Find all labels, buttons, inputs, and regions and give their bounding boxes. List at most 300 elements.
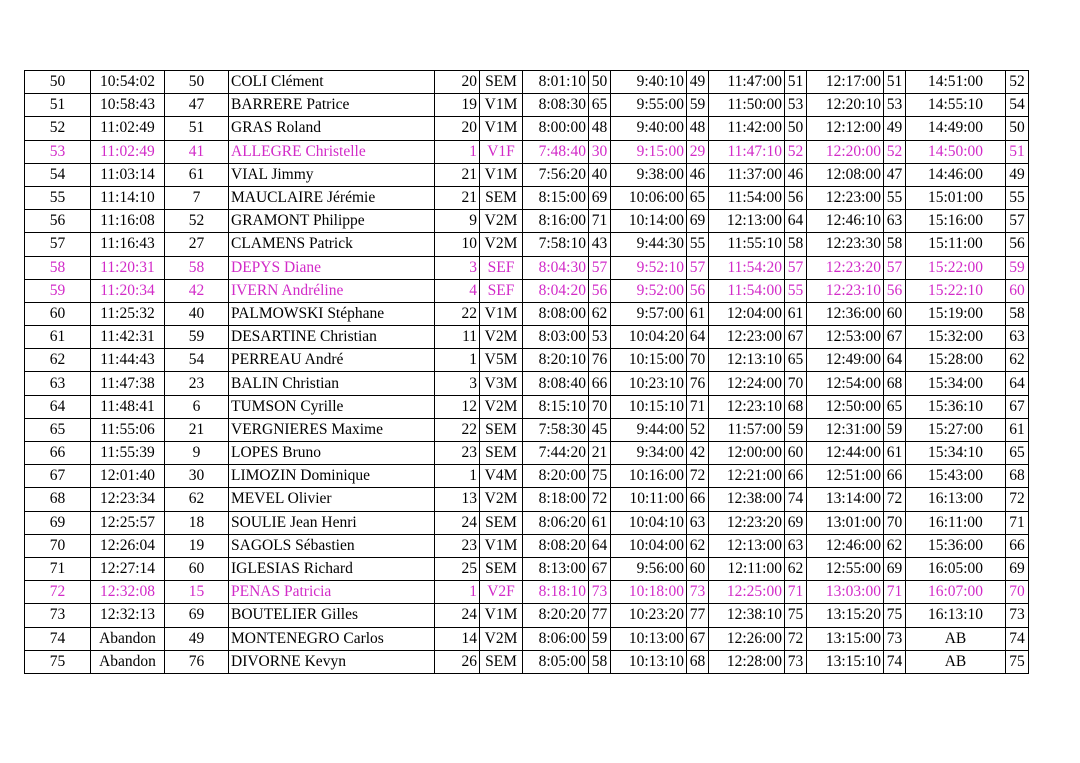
rank-cell: 63	[25, 372, 91, 395]
split5-position-cell: 59	[1006, 256, 1029, 279]
split2-time-cell: 9:44:00	[611, 418, 687, 441]
finish-time-cell: 12:26:04	[91, 534, 165, 557]
split3-position-cell: 72	[785, 627, 807, 650]
category-cell: SEM	[480, 186, 523, 209]
split4-time-cell: 12:08:00	[807, 163, 884, 186]
category-rank-cell: 19	[435, 94, 480, 117]
split5-time-cell: AB	[906, 650, 1006, 673]
split4-position-cell: 63	[884, 210, 906, 233]
split5-position-cell: 55	[1006, 186, 1029, 209]
category-cell: V3M	[480, 372, 523, 395]
split5-position-cell: 66	[1006, 534, 1029, 557]
split4-time-cell: 12:54:00	[807, 372, 884, 395]
split1-position-cell: 71	[589, 210, 611, 233]
split3-time-cell: 12:24:00	[709, 372, 785, 395]
split4-position-cell: 64	[884, 349, 906, 372]
category-rank-cell: 21	[435, 163, 480, 186]
bib-cell: 76	[165, 650, 229, 673]
split3-position-cell: 69	[785, 511, 807, 534]
category-cell: V2M	[480, 233, 523, 256]
split5-position-cell: 49	[1006, 163, 1029, 186]
category-rank-cell: 26	[435, 650, 480, 673]
category-rank-cell: 13	[435, 488, 480, 511]
split2-time-cell: 9:40:10	[611, 71, 687, 94]
split3-time-cell: 12:38:00	[709, 488, 785, 511]
split2-time-cell: 9:55:00	[611, 94, 687, 117]
runner-name-cell: MONTENEGRO Carlos	[229, 627, 435, 650]
finish-time-cell: 11:48:41	[91, 395, 165, 418]
category-cell: V1F	[480, 140, 523, 163]
split4-position-cell: 51	[884, 71, 906, 94]
split4-position-cell: 59	[884, 418, 906, 441]
rank-cell: 52	[25, 117, 91, 140]
split4-position-cell: 62	[884, 534, 906, 557]
split5-time-cell: 14:51:00	[906, 71, 1006, 94]
split5-position-cell: 61	[1006, 418, 1029, 441]
bib-cell: 6	[165, 395, 229, 418]
split5-time-cell: 15:27:00	[906, 418, 1006, 441]
split1-time-cell: 8:20:00	[523, 465, 589, 488]
split4-position-cell: 58	[884, 233, 906, 256]
results-body	[25, 71, 1029, 674]
category-cell: V2M	[480, 210, 523, 233]
split4-time-cell: 12:55:00	[807, 557, 884, 580]
split4-time-cell: 12:36:00	[807, 302, 884, 325]
rank-cell: 55	[25, 186, 91, 209]
split3-position-cell: 58	[785, 233, 807, 256]
split3-time-cell: 12:04:00	[709, 302, 785, 325]
split3-position-cell: 62	[785, 557, 807, 580]
finish-time-cell: 12:25:57	[91, 511, 165, 534]
split2-position-cell: 68	[687, 650, 709, 673]
split2-position-cell: 65	[687, 186, 709, 209]
split5-position-cell: 58	[1006, 302, 1029, 325]
bib-cell: 58	[165, 256, 229, 279]
category-rank-cell: 1	[435, 349, 480, 372]
category-rank-cell: 22	[435, 302, 480, 325]
bib-cell: 59	[165, 326, 229, 349]
split1-time-cell: 8:20:10	[523, 349, 589, 372]
split2-time-cell: 10:13:00	[611, 627, 687, 650]
split1-position-cell: 43	[589, 233, 611, 256]
split2-time-cell: 9:52:10	[611, 256, 687, 279]
table-row	[25, 186, 1029, 209]
split1-position-cell: 56	[589, 279, 611, 302]
bib-cell: 52	[165, 210, 229, 233]
bib-cell: 50	[165, 71, 229, 94]
rank-cell: 54	[25, 163, 91, 186]
finish-time-cell: 11:55:06	[91, 418, 165, 441]
split3-time-cell: 11:54:00	[709, 186, 785, 209]
split3-position-cell: 61	[785, 302, 807, 325]
category-rank-cell: 10	[435, 233, 480, 256]
split3-time-cell: 12:23:20	[709, 511, 785, 534]
split2-position-cell: 77	[687, 604, 709, 627]
split5-time-cell: AB	[906, 627, 1006, 650]
split1-position-cell: 66	[589, 372, 611, 395]
category-cell: SEM	[480, 418, 523, 441]
split1-time-cell: 8:06:00	[523, 627, 589, 650]
split5-time-cell: 15:22:00	[906, 256, 1006, 279]
runner-name-cell: MAUCLAIRE Jérémie	[229, 186, 435, 209]
split5-time-cell: 16:07:00	[906, 581, 1006, 604]
split3-time-cell: 12:25:00	[709, 581, 785, 604]
split3-time-cell: 12:23:00	[709, 326, 785, 349]
category-rank-cell: 22	[435, 418, 480, 441]
split5-time-cell: 15:36:00	[906, 534, 1006, 557]
category-rank-cell: 1	[435, 465, 480, 488]
split2-position-cell: 73	[687, 581, 709, 604]
split3-time-cell: 12:21:00	[709, 465, 785, 488]
table-row	[25, 233, 1029, 256]
split1-time-cell: 8:08:00	[523, 302, 589, 325]
split5-time-cell: 15:11:00	[906, 233, 1006, 256]
split3-position-cell: 53	[785, 94, 807, 117]
split3-time-cell: 11:54:00	[709, 279, 785, 302]
split3-time-cell: 12:38:10	[709, 604, 785, 627]
split5-position-cell: 68	[1006, 465, 1029, 488]
split2-time-cell: 9:38:00	[611, 163, 687, 186]
category-rank-cell: 23	[435, 534, 480, 557]
runner-name-cell: VIAL Jimmy	[229, 163, 435, 186]
split5-time-cell: 15:16:00	[906, 210, 1006, 233]
runner-name-cell: VERGNIERES Maxime	[229, 418, 435, 441]
split3-position-cell: 60	[785, 442, 807, 465]
split4-time-cell: 12:23:20	[807, 256, 884, 279]
finish-time-cell: 11:16:43	[91, 233, 165, 256]
split5-time-cell: 16:13:00	[906, 488, 1006, 511]
split4-position-cell: 49	[884, 117, 906, 140]
split2-position-cell: 49	[687, 71, 709, 94]
split4-position-cell: 74	[884, 650, 906, 673]
runner-name-cell: SOULIE Jean Henri	[229, 511, 435, 534]
split3-position-cell: 59	[785, 418, 807, 441]
category-cell: V1M	[480, 534, 523, 557]
split1-position-cell: 64	[589, 534, 611, 557]
split2-time-cell: 10:04:20	[611, 326, 687, 349]
table-row	[25, 442, 1029, 465]
finish-time-cell: 12:32:08	[91, 581, 165, 604]
split2-position-cell: 70	[687, 349, 709, 372]
finish-time-cell: Abandon	[91, 650, 165, 673]
split4-time-cell: 12:31:00	[807, 418, 884, 441]
split1-position-cell: 72	[589, 488, 611, 511]
runner-name-cell: PERREAU André	[229, 349, 435, 372]
split5-time-cell: 15:34:00	[906, 372, 1006, 395]
split5-position-cell: 63	[1006, 326, 1029, 349]
finish-time-cell: 11:03:14	[91, 163, 165, 186]
split5-time-cell: 16:11:00	[906, 511, 1006, 534]
finish-time-cell: 11:02:49	[91, 117, 165, 140]
split1-time-cell: 8:20:20	[523, 604, 589, 627]
split5-time-cell: 14:55:10	[906, 94, 1006, 117]
rank-cell: 72	[25, 581, 91, 604]
split3-time-cell: 11:50:00	[709, 94, 785, 117]
split3-position-cell: 51	[785, 71, 807, 94]
table-row	[25, 604, 1029, 627]
split2-position-cell: 72	[687, 465, 709, 488]
split2-time-cell: 10:14:00	[611, 210, 687, 233]
split1-time-cell: 8:08:30	[523, 94, 589, 117]
finish-time-cell: 12:27:14	[91, 557, 165, 580]
split3-time-cell: 11:47:10	[709, 140, 785, 163]
split5-position-cell: 71	[1006, 511, 1029, 534]
split3-position-cell: 65	[785, 349, 807, 372]
split3-position-cell: 63	[785, 534, 807, 557]
split4-time-cell: 13:15:10	[807, 650, 884, 673]
rank-cell: 50	[25, 71, 91, 94]
split5-position-cell: 69	[1006, 557, 1029, 580]
category-rank-cell: 4	[435, 279, 480, 302]
split5-position-cell: 75	[1006, 650, 1029, 673]
split3-time-cell: 12:23:10	[709, 395, 785, 418]
table-row	[25, 511, 1029, 534]
runner-name-cell: DEPYS Diane	[229, 256, 435, 279]
split1-time-cell: 8:00:00	[523, 117, 589, 140]
split5-time-cell: 15:34:10	[906, 442, 1006, 465]
split4-time-cell: 12:20:10	[807, 94, 884, 117]
category-cell: V1M	[480, 94, 523, 117]
split1-position-cell: 69	[589, 186, 611, 209]
category-rank-cell: 20	[435, 71, 480, 94]
split1-position-cell: 59	[589, 627, 611, 650]
table-row	[25, 418, 1029, 441]
rank-cell: 62	[25, 349, 91, 372]
category-cell: SEF	[480, 279, 523, 302]
split2-time-cell: 9:56:00	[611, 557, 687, 580]
finish-time-cell: 11:02:49	[91, 140, 165, 163]
finish-time-cell: 11:55:39	[91, 442, 165, 465]
category-cell: V2M	[480, 326, 523, 349]
bib-cell: 18	[165, 511, 229, 534]
split2-position-cell: 48	[687, 117, 709, 140]
rank-cell: 59	[25, 279, 91, 302]
split5-position-cell: 74	[1006, 627, 1029, 650]
bib-cell: 21	[165, 418, 229, 441]
split4-time-cell: 12:20:00	[807, 140, 884, 163]
bib-cell: 30	[165, 465, 229, 488]
split2-time-cell: 10:23:10	[611, 372, 687, 395]
table-row	[25, 627, 1029, 650]
split2-position-cell: 56	[687, 279, 709, 302]
split3-position-cell: 50	[785, 117, 807, 140]
split2-position-cell: 62	[687, 534, 709, 557]
split2-position-cell: 52	[687, 418, 709, 441]
table-row	[25, 117, 1029, 140]
split1-position-cell: 67	[589, 557, 611, 580]
category-rank-cell: 20	[435, 117, 480, 140]
split3-time-cell: 12:13:00	[709, 534, 785, 557]
table-row	[25, 372, 1029, 395]
split1-position-cell: 53	[589, 326, 611, 349]
category-cell: V2F	[480, 581, 523, 604]
split1-position-cell: 76	[589, 349, 611, 372]
split2-position-cell: 64	[687, 326, 709, 349]
split4-position-cell: 69	[884, 557, 906, 580]
split3-time-cell: 12:11:00	[709, 557, 785, 580]
category-rank-cell: 9	[435, 210, 480, 233]
split3-position-cell: 71	[785, 581, 807, 604]
split5-position-cell: 60	[1006, 279, 1029, 302]
split1-position-cell: 45	[589, 418, 611, 441]
split1-time-cell: 8:06:20	[523, 511, 589, 534]
split3-time-cell: 12:28:00	[709, 650, 785, 673]
split1-time-cell: 8:03:00	[523, 326, 589, 349]
split3-time-cell: 11:57:00	[709, 418, 785, 441]
table-row	[25, 302, 1029, 325]
table-row	[25, 488, 1029, 511]
bib-cell: 61	[165, 163, 229, 186]
table-row	[25, 395, 1029, 418]
split3-position-cell: 73	[785, 650, 807, 673]
split1-position-cell: 62	[589, 302, 611, 325]
split1-position-cell: 77	[589, 604, 611, 627]
split1-time-cell: 7:44:20	[523, 442, 589, 465]
runner-name-cell: LIMOZIN Dominique	[229, 465, 435, 488]
finish-time-cell: 12:01:40	[91, 465, 165, 488]
split4-position-cell: 61	[884, 442, 906, 465]
split4-position-cell: 73	[884, 627, 906, 650]
split3-position-cell: 66	[785, 465, 807, 488]
split2-time-cell: 10:06:00	[611, 186, 687, 209]
bib-cell: 23	[165, 372, 229, 395]
split1-position-cell: 40	[589, 163, 611, 186]
split4-time-cell: 12:46:00	[807, 534, 884, 557]
bib-cell: 51	[165, 117, 229, 140]
split5-time-cell: 15:28:00	[906, 349, 1006, 372]
split5-time-cell: 14:50:00	[906, 140, 1006, 163]
split5-time-cell: 16:05:00	[906, 557, 1006, 580]
rank-cell: 56	[25, 210, 91, 233]
bib-cell: 19	[165, 534, 229, 557]
table-row	[25, 256, 1029, 279]
bib-cell: 27	[165, 233, 229, 256]
split2-position-cell: 57	[687, 256, 709, 279]
table-row	[25, 94, 1029, 117]
split2-time-cell: 10:15:10	[611, 395, 687, 418]
finish-time-cell: 11:25:32	[91, 302, 165, 325]
split5-position-cell: 64	[1006, 372, 1029, 395]
split1-time-cell: 8:05:00	[523, 650, 589, 673]
split3-position-cell: 75	[785, 604, 807, 627]
split2-position-cell: 46	[687, 163, 709, 186]
split5-position-cell: 54	[1006, 94, 1029, 117]
category-cell: V1M	[480, 163, 523, 186]
split1-position-cell: 48	[589, 117, 611, 140]
bib-cell: 62	[165, 488, 229, 511]
split2-time-cell: 10:04:00	[611, 534, 687, 557]
split3-time-cell: 11:54:20	[709, 256, 785, 279]
split2-time-cell: 9:15:00	[611, 140, 687, 163]
split1-position-cell: 61	[589, 511, 611, 534]
split2-position-cell: 29	[687, 140, 709, 163]
table-row	[25, 557, 1029, 580]
runner-name-cell: BARRERE Patrice	[229, 94, 435, 117]
split4-time-cell: 12:49:00	[807, 349, 884, 372]
runner-name-cell: GRAMONT Philippe	[229, 210, 435, 233]
table-row	[25, 210, 1029, 233]
split1-time-cell: 8:08:40	[523, 372, 589, 395]
split2-time-cell: 10:15:00	[611, 349, 687, 372]
finish-time-cell: 11:20:34	[91, 279, 165, 302]
split1-position-cell: 57	[589, 256, 611, 279]
runner-name-cell: GRAS Roland	[229, 117, 435, 140]
split5-position-cell: 67	[1006, 395, 1029, 418]
bib-cell: 49	[165, 627, 229, 650]
runner-name-cell: BALIN Christian	[229, 372, 435, 395]
split1-time-cell: 7:58:30	[523, 418, 589, 441]
table-row	[25, 465, 1029, 488]
split2-time-cell: 9:40:00	[611, 117, 687, 140]
table-row	[25, 140, 1029, 163]
category-cell: V2M	[480, 627, 523, 650]
category-rank-cell: 12	[435, 395, 480, 418]
runner-name-cell: IVERN Andréline	[229, 279, 435, 302]
rank-cell: 60	[25, 302, 91, 325]
bib-cell: 7	[165, 186, 229, 209]
finish-time-cell: 10:58:43	[91, 94, 165, 117]
split1-position-cell: 65	[589, 94, 611, 117]
split4-time-cell: 12:23:30	[807, 233, 884, 256]
finish-time-cell: 11:47:38	[91, 372, 165, 395]
bib-cell: 69	[165, 604, 229, 627]
split4-time-cell: 12:12:00	[807, 117, 884, 140]
runner-name-cell: PALMOWSKI Stéphane	[229, 302, 435, 325]
split5-time-cell: 15:36:10	[906, 395, 1006, 418]
split2-time-cell: 10:11:00	[611, 488, 687, 511]
split3-position-cell: 46	[785, 163, 807, 186]
split4-position-cell: 65	[884, 395, 906, 418]
split4-time-cell: 12:23:10	[807, 279, 884, 302]
split4-time-cell: 13:15:00	[807, 627, 884, 650]
rank-cell: 74	[25, 627, 91, 650]
bib-cell: 15	[165, 581, 229, 604]
runner-name-cell: SAGOLS Sébastien	[229, 534, 435, 557]
split3-time-cell: 11:42:00	[709, 117, 785, 140]
rank-cell: 68	[25, 488, 91, 511]
split2-position-cell: 66	[687, 488, 709, 511]
category-rank-cell: 11	[435, 326, 480, 349]
category-cell: V5M	[480, 349, 523, 372]
runner-name-cell: LOPES Bruno	[229, 442, 435, 465]
split1-time-cell: 8:15:00	[523, 186, 589, 209]
split4-position-cell: 75	[884, 604, 906, 627]
split4-time-cell: 12:53:00	[807, 326, 884, 349]
category-cell: V4M	[480, 465, 523, 488]
category-cell: SEM	[480, 557, 523, 580]
split5-time-cell: 14:49:00	[906, 117, 1006, 140]
split2-time-cell: 9:44:30	[611, 233, 687, 256]
split3-position-cell: 52	[785, 140, 807, 163]
split4-position-cell: 67	[884, 326, 906, 349]
split3-position-cell: 67	[785, 326, 807, 349]
table-row	[25, 163, 1029, 186]
split4-position-cell: 71	[884, 581, 906, 604]
finish-time-cell: 11:42:31	[91, 326, 165, 349]
split5-position-cell: 73	[1006, 604, 1029, 627]
split4-position-cell: 66	[884, 465, 906, 488]
runner-name-cell: ALLEGRE Christelle	[229, 140, 435, 163]
split1-time-cell: 8:16:00	[523, 210, 589, 233]
table-row	[25, 326, 1029, 349]
split4-position-cell: 57	[884, 256, 906, 279]
split4-position-cell: 56	[884, 279, 906, 302]
runner-name-cell: MEVEL Olivier	[229, 488, 435, 511]
bib-cell: 47	[165, 94, 229, 117]
split1-time-cell: 7:48:40	[523, 140, 589, 163]
split5-position-cell: 56	[1006, 233, 1029, 256]
split4-time-cell: 13:01:00	[807, 511, 884, 534]
